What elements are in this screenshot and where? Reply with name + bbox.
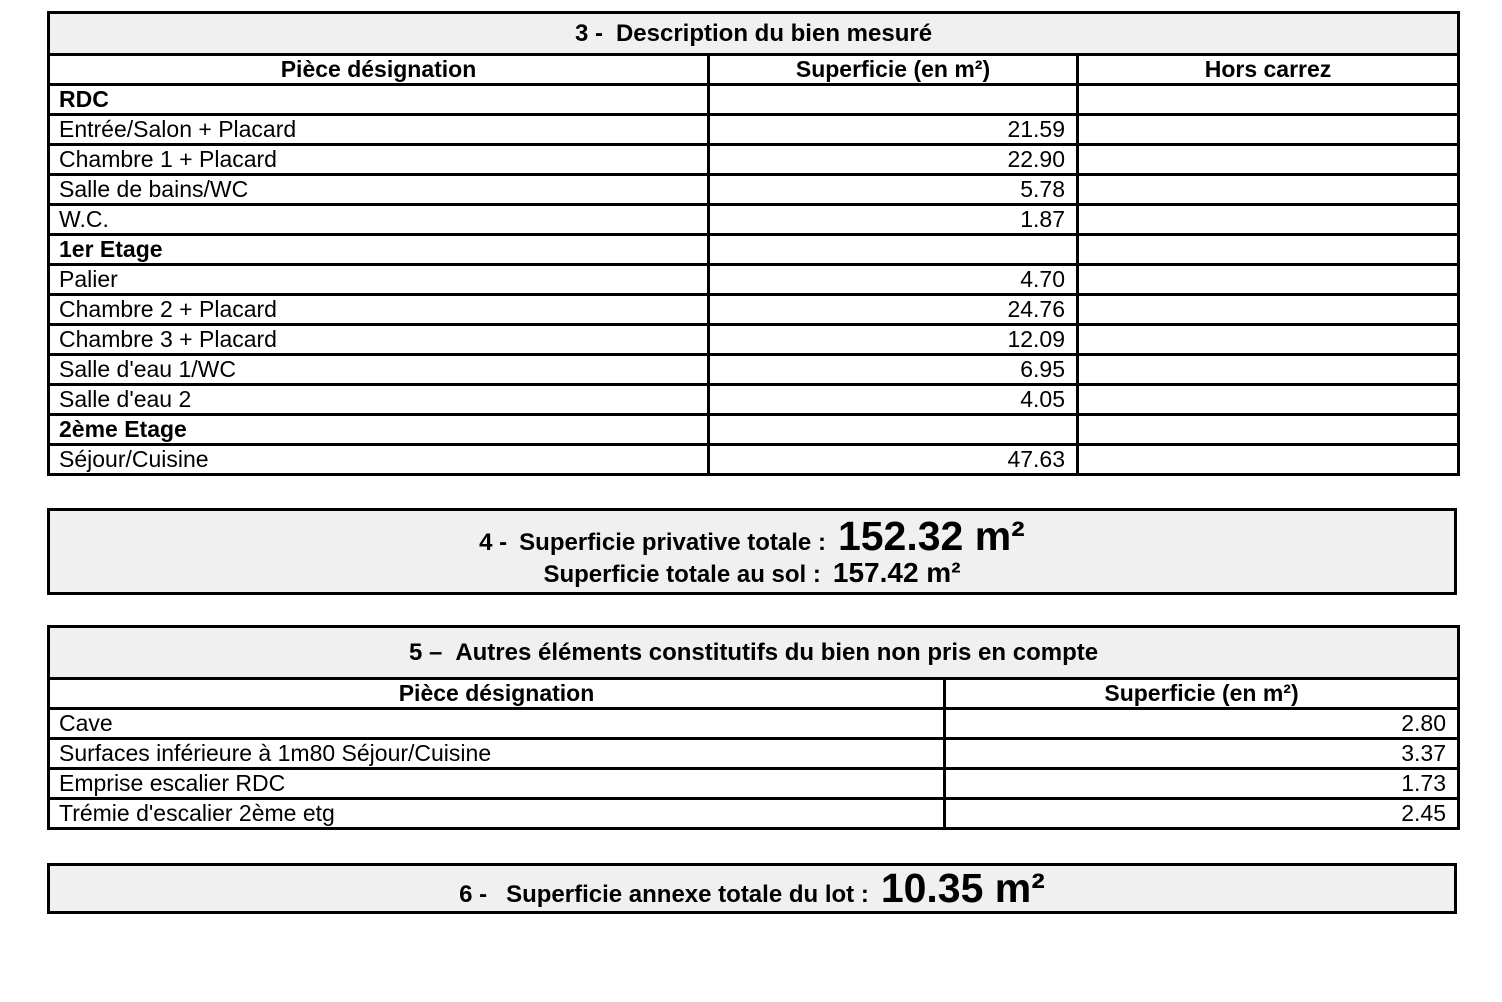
col-header-piece-designation: Pièce désignation <box>49 55 709 85</box>
annex-name: Surfaces inférieure à 1m80 Séjour/Cuisine <box>49 739 945 769</box>
superficie-value: 24.76 <box>709 295 1078 325</box>
superficie-value: 4.05 <box>709 385 1078 415</box>
section4-number: 4 - <box>479 529 508 557</box>
room-name: Salle d'eau 1/WC <box>49 355 709 385</box>
hors-carrez-value <box>1078 445 1459 475</box>
table-row <box>49 115 1459 145</box>
superficie-value <box>709 235 1078 265</box>
superficie-value <box>709 415 1078 445</box>
superficie-annexe-box <box>47 863 1457 914</box>
description-bien-table <box>47 11 1460 476</box>
table-row <box>49 709 1459 739</box>
col-header-superficie: Superficie (en m²) <box>945 679 1459 709</box>
col-header-hors-carrez: Hors carrez <box>1078 55 1459 85</box>
hors-carrez-value <box>1078 325 1459 355</box>
table-row <box>49 415 1459 445</box>
superficie-privative-label: Superficie privative totale : <box>519 529 826 557</box>
table-row <box>49 175 1459 205</box>
col-header-superficie: Superficie (en m²) <box>709 55 1078 85</box>
table-row <box>49 385 1459 415</box>
annex-name: Emprise escalier RDC <box>49 769 945 799</box>
section3-title-text: Description du bien mesuré <box>615 19 933 47</box>
room-name: Chambre 2 + Placard <box>49 295 709 325</box>
superficie-annexe-label: Superficie annexe totale du lot : <box>506 880 869 908</box>
room-name: Palier <box>49 265 709 295</box>
room-name: Salle de bains/WC <box>49 175 709 205</box>
col-header-piece-designation: Pièce désignation <box>49 679 945 709</box>
room-name: Séjour/Cuisine <box>49 445 709 475</box>
room-name: Entrée/Salon + Placard <box>49 115 709 145</box>
annex-name: Trémie d'escalier 2ème etg <box>49 799 945 829</box>
superficie-value: 12.09 <box>709 325 1078 355</box>
room-name: RDC <box>49 85 709 115</box>
superficie-sol-line <box>543 558 960 587</box>
table-row <box>49 295 1459 325</box>
room-name: Salle d'eau 2 <box>49 385 709 415</box>
superficie-value: 47.63 <box>709 445 1078 475</box>
room-name: 2ème Etage <box>49 415 709 445</box>
superficie-value: 1.87 <box>709 205 1078 235</box>
superficie-value: 6.95 <box>709 355 1078 385</box>
superficie-annexe-value: 10.35 m² <box>880 864 1045 911</box>
annex-superficie-value: 1.73 <box>945 769 1459 799</box>
hors-carrez-value <box>1078 355 1459 385</box>
superficie-privative-box <box>47 508 1457 595</box>
table-row <box>49 739 1459 769</box>
superficie-sol-label: Superficie totale au sol : <box>543 561 821 589</box>
room-name: 1er Etage <box>49 235 709 265</box>
annex-name: Cave <box>49 709 945 739</box>
superficie-privative-line <box>479 515 1025 558</box>
table-row <box>49 355 1459 385</box>
hors-carrez-value <box>1078 295 1459 325</box>
hors-carrez-value <box>1078 145 1459 175</box>
section5-title-row <box>49 627 1459 679</box>
superficie-value: 4.70 <box>709 265 1078 295</box>
room-name: W.C. <box>49 205 709 235</box>
autres-elements-table <box>47 625 1460 830</box>
table-row <box>49 85 1459 115</box>
room-name: Chambre 1 + Placard <box>49 145 709 175</box>
superficie-sol-value: 157.42 m² <box>832 557 961 589</box>
table-row <box>49 205 1459 235</box>
table-row <box>49 265 1459 295</box>
hors-carrez-value <box>1078 265 1459 295</box>
table-row <box>49 325 1459 355</box>
hors-carrez-value <box>1078 415 1459 445</box>
table-row <box>49 235 1459 265</box>
section6-number: 6 - <box>459 880 488 908</box>
annex-superficie-value: 2.80 <box>945 709 1459 739</box>
superficie-value: 5.78 <box>709 175 1078 205</box>
document-content <box>47 11 1457 914</box>
annex-superficie-value: 2.45 <box>945 799 1459 829</box>
room-name: Chambre 3 + Placard <box>49 325 709 355</box>
superficie-value: 22.90 <box>709 145 1078 175</box>
hors-carrez-value <box>1078 175 1459 205</box>
section5-number: 5 – <box>408 638 443 666</box>
section5-title-text: Autres éléments constitutifs du bien non pris en compte <box>455 638 1099 666</box>
section5-title <box>49 627 1459 679</box>
hors-carrez-value <box>1078 205 1459 235</box>
superficie-annexe-line <box>459 864 1045 911</box>
hors-carrez-value <box>1078 235 1459 265</box>
table-row <box>49 445 1459 475</box>
hors-carrez-value <box>1078 385 1459 415</box>
section3-title <box>49 13 1459 55</box>
superficie-privative-value: 152.32 m² <box>837 513 1025 560</box>
table-row <box>49 145 1459 175</box>
annex-superficie-value: 3.37 <box>945 739 1459 769</box>
section3-number: 3 - <box>574 19 603 47</box>
table-row <box>49 769 1459 799</box>
section5-header-row <box>49 679 1459 709</box>
table-row <box>49 799 1459 829</box>
section3-title-row <box>49 13 1459 55</box>
hors-carrez-value <box>1078 85 1459 115</box>
superficie-value <box>709 85 1078 115</box>
section3-header-row <box>49 55 1459 85</box>
hors-carrez-value <box>1078 115 1459 145</box>
superficie-value: 21.59 <box>709 115 1078 145</box>
